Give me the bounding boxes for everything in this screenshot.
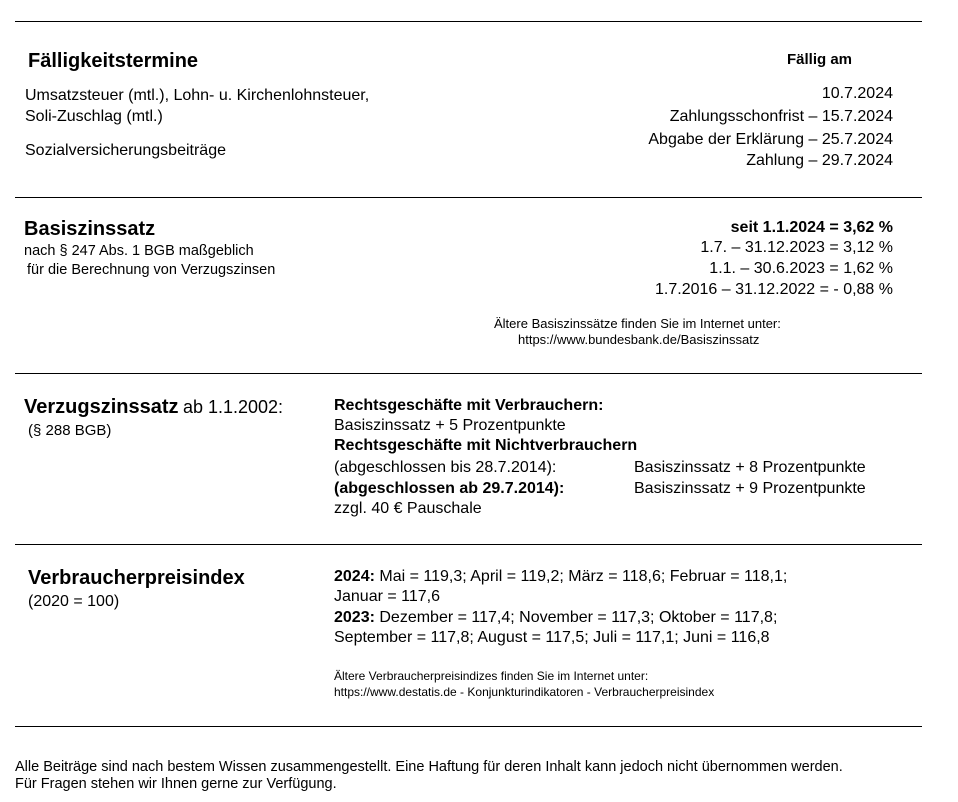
basiszins-note1: Ältere Basiszinssätze finden Sie im Internet unter: bbox=[494, 316, 781, 331]
vpi-2024-line2: Januar = 117,6 bbox=[334, 588, 441, 605]
divider-4 bbox=[15, 726, 922, 727]
verzug-sub: (§ 288 BGB) bbox=[28, 422, 112, 439]
verzug-fee: zzgl. 40 € Pauschale bbox=[334, 500, 482, 517]
vpi-2024-values1: Mai = 119,3; April = 119,2; März = 118,6; Februar = 118,1; bbox=[379, 568, 788, 585]
verzug-title bbox=[24, 397, 283, 417]
vpi-2024-line1 bbox=[334, 569, 787, 585]
faelligkeit-item2-declaration: Abgabe der Erklärung – 25.7.2024 bbox=[648, 131, 893, 148]
basiszins-rate-2023h2: 1.7. – 31.12.2023 = 3,12 % bbox=[700, 239, 893, 256]
divider-2 bbox=[15, 373, 922, 374]
verzug-title-bold: Verzugszinssatz bbox=[24, 396, 179, 418]
basiszins-rate-2016-2022: 1.7.2016 – 31.12.2022 = - 0,88 % bbox=[655, 281, 893, 298]
basiszins-sub2: für die Berechnung von Verzugszinsen bbox=[27, 262, 276, 278]
divider-1 bbox=[15, 197, 922, 198]
vpi-2023-values1: Dezember = 117,4; November = 117,3; Oktober = 117,8; bbox=[379, 609, 778, 626]
verzug-row2-label: (abgeschlossen ab 29.7.2014): bbox=[334, 480, 565, 497]
basiszins-sub1: nach § 247 Abs. 1 BGB maßgeblich bbox=[24, 243, 254, 259]
vpi-sub: (2020 = 100) bbox=[28, 593, 120, 610]
faelligkeit-item1-line1: Umsatzsteuer (mtl.), Lohn- u. Kirchenlohnsteuer, bbox=[25, 87, 370, 104]
divider-top bbox=[15, 21, 922, 22]
footer-disclaimer: Alle Beiträge sind nach bestem Wissen zusammengestellt. Eine Haftung für deren Inhalt kann jedoch nicht übernommen werden. bbox=[15, 759, 843, 775]
basiszins-title: Basiszinssatz bbox=[24, 218, 156, 240]
verzug-nonconsumer-head: Rechtsgeschäfte mit Nichtverbrauchern bbox=[334, 437, 638, 454]
verzug-consumer-head: Rechtsgeschäfte mit Verbrauchern: bbox=[334, 397, 604, 414]
faelligkeit-item1-grace: Zahlungsschonfrist – 15.7.2024 bbox=[669, 108, 893, 125]
faelligkeit-header: Fällig am bbox=[787, 51, 853, 68]
faelligkeit-title: Fälligkeitstermine bbox=[28, 50, 199, 72]
divider-3 bbox=[15, 544, 922, 545]
basiszins-rate-2023h1: 1.1. – 30.6.2023 = 1,62 % bbox=[709, 260, 893, 277]
footer-contact: Für Fragen stehen wir Ihnen gerne zur Verfügung. bbox=[15, 776, 337, 792]
vpi-2023-label: 2023: bbox=[334, 609, 375, 626]
basiszins-note2: https://www.bundesbank.de/Basiszinssatz bbox=[518, 332, 760, 347]
basiszins-rate-current: seit 1.1.2024 = 3,62 % bbox=[730, 219, 893, 236]
vpi-note1: Ältere Verbraucherpreisindizes finden Sie im Internet unter: bbox=[334, 669, 649, 683]
faelligkeit-item1-due: 10.7.2024 bbox=[821, 85, 893, 102]
faelligkeit-item1-line2: Soli-Zuschlag (mtl.) bbox=[25, 108, 163, 125]
verzug-row1-label: (abgeschlossen bis 28.7.2014): bbox=[334, 459, 557, 476]
verzug-row2-rate: Basiszinssatz + 9 Prozentpunkte bbox=[634, 480, 866, 497]
vpi-2024-label: 2024: bbox=[334, 568, 375, 585]
verzug-title-rest: ab 1.1.2002: bbox=[182, 397, 284, 417]
verzug-row1-rate: Basiszinssatz + 8 Prozentpunkte bbox=[634, 459, 866, 476]
vpi-2023-line2: September = 117,8; August = 117,5; Juli = 117,1; Juni = 116,8 bbox=[334, 629, 770, 646]
faelligkeit-item2-payment: Zahlung – 29.7.2024 bbox=[746, 152, 893, 169]
vpi-title: Verbraucherpreisindex bbox=[28, 567, 245, 589]
vpi-note2: https://www.destatis.de - Konjunkturindikatoren - Verbraucherpreisindex bbox=[334, 685, 715, 699]
vpi-2023-line1 bbox=[334, 610, 777, 626]
verzug-consumer-rate: Basiszinssatz + 5 Prozentpunkte bbox=[334, 417, 566, 434]
faelligkeit-item2: Sozialversicherungsbeiträge bbox=[25, 142, 226, 159]
